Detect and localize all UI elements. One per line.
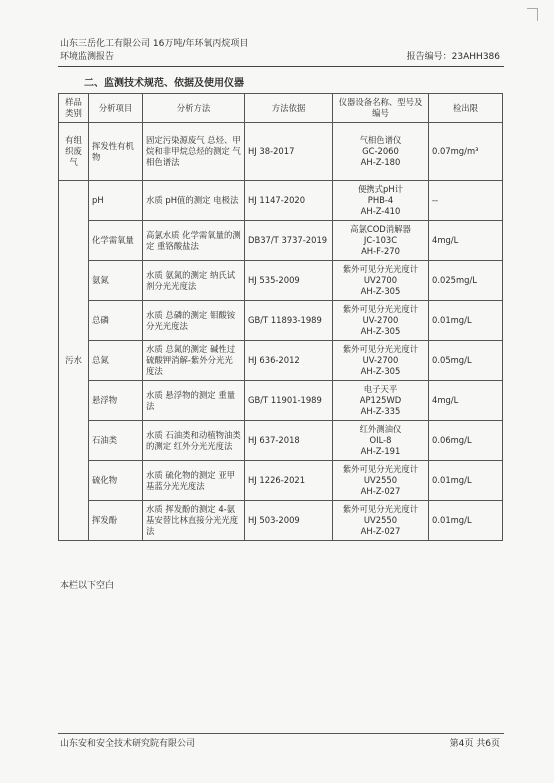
footer-divider (58, 733, 504, 734)
detection-limit-cell: 0.01mg/L (429, 301, 503, 341)
instrument-cell: 电子天平 AP125WD AH-Z-335 (333, 381, 429, 421)
instrument-cell: 紫外可见分光光度计 UV-2700 AH-Z-305 (333, 301, 429, 341)
method-basis-cell: HJ 38-2017 (245, 123, 333, 181)
table-row (59, 123, 503, 181)
footer-organization: 山东安和安全技术研究院有限公司 (60, 739, 196, 749)
header-report-number: 报告编号：23AHH386 (406, 52, 500, 62)
footer-page-number: 第4页 共6页 (449, 739, 500, 749)
analysis-item-cell: 总氮 (89, 341, 143, 381)
instrument-cell: 高氯COD消解器 JC-103C AH-F-270 (333, 221, 429, 261)
analysis-item-cell: 挥发性有机物 (89, 123, 143, 181)
detection-limit-cell: 0.01mg/L (429, 501, 503, 541)
analysis-item-cell: 氨氮 (89, 261, 143, 301)
method-basis-cell: HJ 636-2012 (245, 341, 333, 381)
col-header-method: 分析方法 (143, 94, 245, 123)
table-row (59, 341, 503, 381)
instrument-cell: 紫外可见分光光度计 UV2550 AH-Z-027 (333, 501, 429, 541)
analysis-method-cell: 固定污染源废气 总烃、甲烷和非甲烷总烃的测定 气相色谱法 (143, 123, 245, 181)
instrument-cell: 紫外可见分光光度计 UV2550 AH-Z-027 (333, 461, 429, 501)
analysis-method-cell: 水质 总氮的测定 碱性过硫酸钾消解-紫外分光光度法 (143, 341, 245, 381)
detection-limit-cell: 4mg/L (429, 381, 503, 421)
sample-category-cell: 有组织废气 (59, 123, 89, 181)
section-title: 二、监测技术规范、依据及使用仪器 (84, 78, 244, 89)
table-row (59, 261, 503, 301)
analysis-item-cell: 石油类 (89, 421, 143, 461)
col-header-limit: 检出限 (429, 94, 503, 123)
analysis-method-cell: 水质 挥发酚的测定 4-氨基安替比林直接分光光度法 (143, 501, 245, 541)
table-row (59, 301, 503, 341)
sample-category-cell: 污水 (59, 181, 89, 541)
analysis-method-cell: 高氯水质 化学需氧量的测定 重铬酸盐法 (143, 221, 245, 261)
method-basis-cell: HJ 637-2018 (245, 421, 333, 461)
table-row (59, 421, 503, 461)
instrument-cell: 紫外可见分光光度计 UV-2700 AH-Z-305 (333, 341, 429, 381)
monitoring-methods-table (58, 93, 503, 541)
header-report-title: 环境监测报告 (60, 52, 115, 62)
analysis-item-cell: 总磷 (89, 301, 143, 341)
detection-limit-cell: 0.05mg/L (429, 341, 503, 381)
report-header (60, 38, 500, 64)
col-header-category: 样品类别 (59, 94, 89, 123)
table-row (59, 461, 503, 501)
detection-limit-cell: -- (429, 181, 503, 221)
page-corner-mark (527, 8, 538, 21)
detection-limit-cell: 0.06mg/L (429, 421, 503, 461)
method-basis-cell: HJ 503-2009 (245, 501, 333, 541)
detection-limit-cell: 0.07mg/m³ (429, 123, 503, 181)
method-basis-cell: GB/T 11893-1989 (245, 301, 333, 341)
table-header-row (59, 94, 503, 123)
analysis-item-cell: 挥发酚 (89, 501, 143, 541)
col-header-item: 分析项目 (89, 94, 143, 123)
analysis-item-cell: pH (89, 181, 143, 221)
instrument-cell: 紫外可见分光光度计 UV2700 AH-Z-305 (333, 261, 429, 301)
table-row (59, 181, 503, 221)
analysis-method-cell: 水质 pH值的测定 电极法 (143, 181, 245, 221)
analysis-method-cell: 水质 硫化物的测定 亚甲基蓝分光光度法 (143, 461, 245, 501)
blank-below-note: 本栏以下空白 (60, 581, 115, 591)
instrument-cell: 气相色谱仪 GC-2060 AH-Z-180 (333, 123, 429, 181)
detection-limit-cell: 4mg/L (429, 221, 503, 261)
table-row (59, 221, 503, 261)
report-footer (60, 736, 500, 749)
table-row (59, 381, 503, 421)
header-company-project: 山东三岳化工有限公司 16万吨/年环氧丙烷项目 (60, 39, 249, 49)
table-row (59, 501, 503, 541)
method-basis-cell: HJ 1226-2021 (245, 461, 333, 501)
analysis-item-cell: 化学需氧量 (89, 221, 143, 261)
method-basis-cell: DB37/T 3737-2019 (245, 221, 333, 261)
analysis-method-cell: 水质 总磷的测定 钼酸铵分光光度法 (143, 301, 245, 341)
analysis-method-cell: 水质 石油类和动植物油类的测定 红外分光光度法 (143, 421, 245, 461)
instrument-cell: 便携式pH计 PHB-4 AH-Z-410 (333, 181, 429, 221)
method-basis-cell: GB/T 11901-1989 (245, 381, 333, 421)
detection-limit-cell: 0.01mg/L (429, 461, 503, 501)
analysis-method-cell: 水质 氨氮的测定 纳氏试剂分光光度法 (143, 261, 245, 301)
instrument-cell: 红外测油仪 OIL-8 AH-Z-191 (333, 421, 429, 461)
analysis-method-cell: 水质 悬浮物的测定 重量法 (143, 381, 245, 421)
analysis-item-cell: 悬浮物 (89, 381, 143, 421)
col-header-instrument: 仪器设备名称、型号及编号 (333, 94, 429, 123)
method-basis-cell: HJ 535-2009 (245, 261, 333, 301)
detection-limit-cell: 0.025mg/L (429, 261, 503, 301)
method-basis-cell: HJ 1147-2020 (245, 181, 333, 221)
header-divider (58, 66, 504, 67)
col-header-basis: 方法依据 (245, 94, 333, 123)
analysis-item-cell: 硫化物 (89, 461, 143, 501)
